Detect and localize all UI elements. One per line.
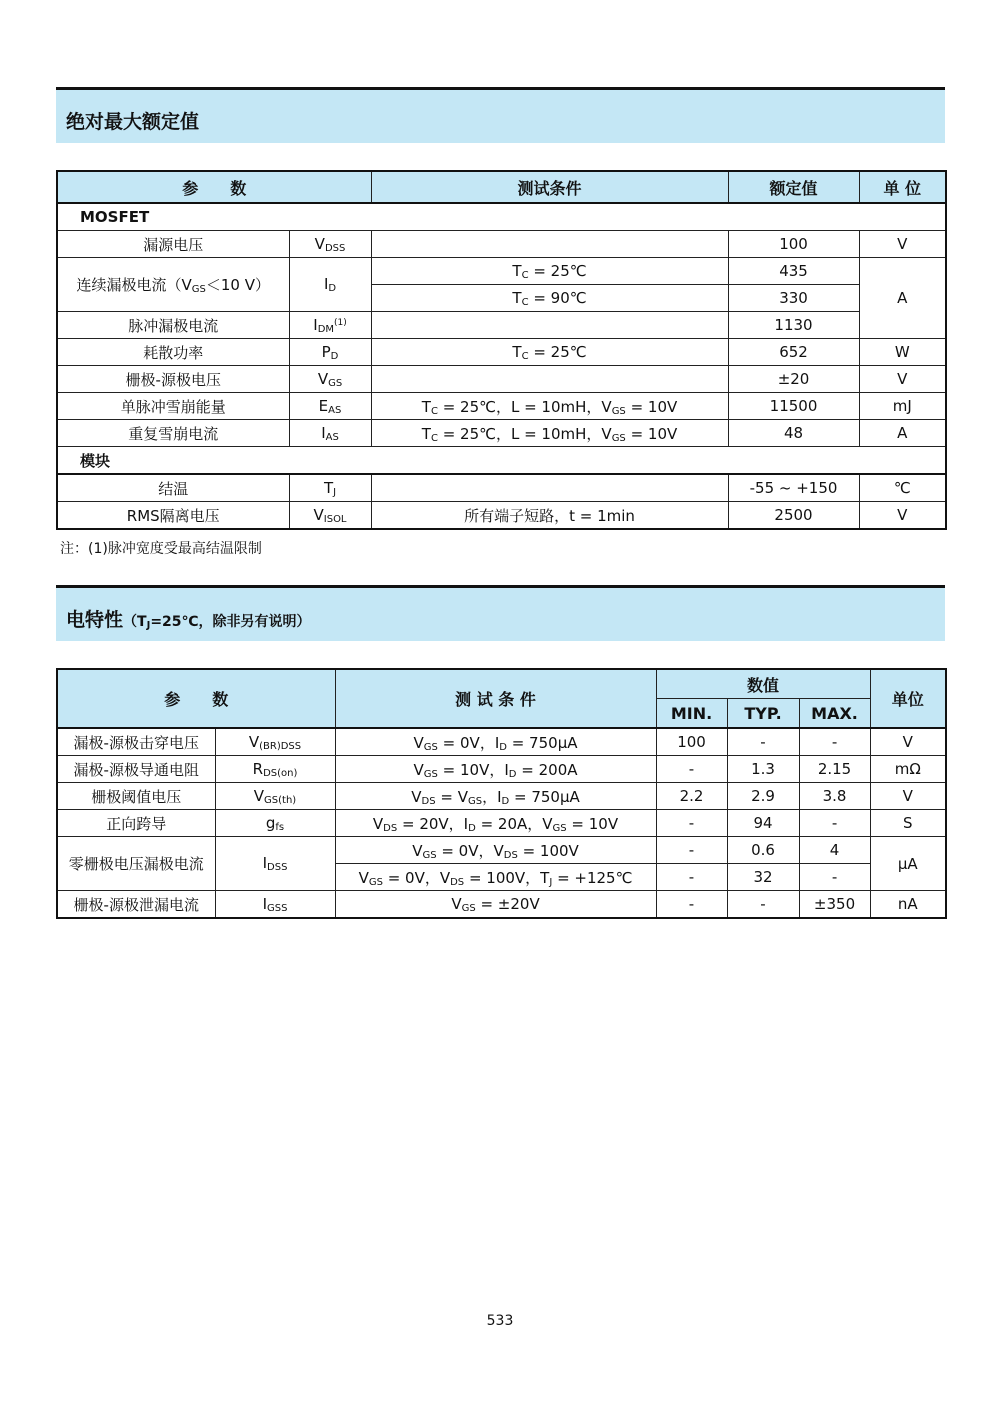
header-values: 数值 xyxy=(656,669,870,699)
header-unit: 单 位 xyxy=(859,171,946,203)
header-typ: TYP. xyxy=(727,699,799,729)
param-name: 漏极-源极导通电阻 xyxy=(57,756,215,783)
min-value: - xyxy=(656,810,727,837)
symbol: $I_{AS}$ xyxy=(289,420,371,447)
unit: V xyxy=(870,783,946,810)
condition: $V_{GS} = 0V$，$I_D = 750\mu A$ xyxy=(335,728,656,756)
symbol: $R_{DS(on)}$ xyxy=(215,756,335,783)
electrical-characteristics-table xyxy=(56,668,947,919)
symbol: $T_J$ xyxy=(289,474,371,502)
param-name: 正向跨导 xyxy=(57,810,215,837)
param-name: 零栅极电压漏极电流 xyxy=(57,837,215,891)
unit: A xyxy=(859,420,946,447)
unit: S xyxy=(870,810,946,837)
symbol: $V_{GS(th)}$ xyxy=(215,783,335,810)
absolute-max-ratings-table xyxy=(56,170,947,530)
param-name: 栅极-源极电压 xyxy=(57,366,289,393)
max-value: - xyxy=(799,728,870,756)
group-row-mosfet xyxy=(57,203,946,231)
condition: $T_C$ = 90℃ xyxy=(371,285,728,312)
table-header-row xyxy=(57,171,946,203)
group-label: 模块 xyxy=(57,447,946,475)
max-value: - xyxy=(799,864,870,891)
header-min: MIN. xyxy=(656,699,727,729)
typ-value: 94 xyxy=(727,810,799,837)
param-name: RMS隔离电压 xyxy=(57,502,289,530)
condition: $V_{GS} = 0V$，$V_{DS} = 100V$，$T_J$ = +125℃ xyxy=(335,864,656,891)
param-name: 重复雪崩电流 xyxy=(57,420,289,447)
min-value: 2.2 xyxy=(656,783,727,810)
rating-value: 48 xyxy=(728,420,859,447)
header-condition: 测 试 条 件 xyxy=(335,669,656,728)
table-row xyxy=(57,312,946,339)
param-name: 漏源电压 xyxy=(57,231,289,258)
max-value: 2.15 xyxy=(799,756,870,783)
param-name: 连续漏极电流（$V_{GS}<10$ V） xyxy=(57,258,289,312)
header-rating: 额定值 xyxy=(728,171,859,203)
table-row xyxy=(57,756,946,783)
min-value: 100 xyxy=(656,728,727,756)
group-label: MOSFET xyxy=(57,203,946,231)
min-value: - xyxy=(656,756,727,783)
min-value: - xyxy=(656,837,727,864)
rating-value: 2500 xyxy=(728,502,859,530)
typ-value: 32 xyxy=(727,864,799,891)
unit: V xyxy=(870,728,946,756)
unit: W xyxy=(859,339,946,366)
condition: $V_{DS} = 20V$，$I_D = 20A$，$V_{GS} = 10V$ xyxy=(335,810,656,837)
condition: $T_C$ = 25℃，L = 10mH，$V_{GS} = 10V$ xyxy=(371,420,728,447)
typ-value: 2.9 xyxy=(727,783,799,810)
header-param: 参 数 xyxy=(57,171,371,203)
unit: ℃ xyxy=(859,474,946,502)
table-header-row xyxy=(57,669,946,699)
param-name: 结温 xyxy=(57,474,289,502)
condition xyxy=(371,231,728,258)
max-value: 3.8 xyxy=(799,783,870,810)
param-name: 单脉冲雪崩能量 xyxy=(57,393,289,420)
unit: V xyxy=(859,502,946,530)
max-value: - xyxy=(799,810,870,837)
rating-value: 100 xyxy=(728,231,859,258)
condition: $T_C$ = 25℃，L = 10mH，$V_{GS} = 10V$ xyxy=(371,393,728,420)
condition: $T_C$ = 25℃ xyxy=(371,258,728,285)
rating-value: 11500 xyxy=(728,393,859,420)
unit: mJ xyxy=(859,393,946,420)
rating-value: ±20 xyxy=(728,366,859,393)
rating-value: -55 ~ +150 xyxy=(728,474,859,502)
symbol: $I_D$ xyxy=(289,258,371,312)
unit: μA xyxy=(870,837,946,891)
symbol: $E_{AS}$ xyxy=(289,393,371,420)
rating-value: 652 xyxy=(728,339,859,366)
unit: V xyxy=(859,366,946,393)
max-value: ±350 xyxy=(799,891,870,919)
header-condition: 测试条件 xyxy=(371,171,728,203)
section-header-absolute-max xyxy=(56,87,945,143)
condition: $T_C$ = 25℃ xyxy=(371,339,728,366)
header-max: MAX. xyxy=(799,699,870,729)
table-row xyxy=(57,366,946,393)
condition: $V_{GS} = \pm 20V$ xyxy=(335,891,656,919)
table-row xyxy=(57,420,946,447)
typ-value: 1.3 xyxy=(727,756,799,783)
page-number: 533 xyxy=(486,1313,514,1329)
rating-value: 330 xyxy=(728,285,859,312)
table-row xyxy=(57,783,946,810)
table-row xyxy=(57,837,946,864)
symbol: $V_{ISOL}$ xyxy=(289,502,371,530)
symbol: $I_{DM}^{(1)}$ xyxy=(289,312,371,339)
section-title: 电特性（$T_J=25℃$，除非另有说明） xyxy=(66,609,311,631)
table-row xyxy=(57,339,946,366)
symbol: $V_{(BR)DSS}$ xyxy=(215,728,335,756)
symbol: $P_D$ xyxy=(289,339,371,366)
section-title: 绝对最大额定值 xyxy=(66,111,200,133)
table-row xyxy=(57,810,946,837)
param-name: 栅极-源极泄漏电流 xyxy=(57,891,215,919)
unit: nA xyxy=(870,891,946,919)
typ-value: - xyxy=(727,891,799,919)
condition xyxy=(371,312,728,339)
condition: $V_{DS} = V_{GS}$，$I_D = 750\mu A$ xyxy=(335,783,656,810)
max-value: 4 xyxy=(799,837,870,864)
table-row xyxy=(57,474,946,502)
condition: $V_{GS} = 10V$，$I_D = 200A$ xyxy=(335,756,656,783)
header-param: 参 数 xyxy=(57,669,335,728)
unit: mΩ xyxy=(870,756,946,783)
min-value: - xyxy=(656,864,727,891)
table-row xyxy=(57,891,946,919)
typ-value: - xyxy=(727,728,799,756)
symbol: $g_{fs}$ xyxy=(215,810,335,837)
section-header-electrical xyxy=(56,585,945,641)
group-row-module xyxy=(57,447,946,475)
typ-value: 0.6 xyxy=(727,837,799,864)
unit: A xyxy=(859,258,946,339)
table-row xyxy=(57,258,946,285)
symbol: $I_{DSS}$ xyxy=(215,837,335,891)
param-name: 耗散功率 xyxy=(57,339,289,366)
table-row xyxy=(57,393,946,420)
condition xyxy=(371,366,728,393)
table-row xyxy=(57,728,946,756)
symbol: $V_{GS}$ xyxy=(289,366,371,393)
unit: V xyxy=(859,231,946,258)
condition: 所有端子短路，t = 1min xyxy=(371,502,728,530)
param-name: 栅极阈值电压 xyxy=(57,783,215,810)
header-unit: 单位 xyxy=(870,669,946,728)
symbol: $V_{DSS}$ xyxy=(289,231,371,258)
condition: $V_{GS} = 0V$，$V_{DS} = 100V$ xyxy=(335,837,656,864)
table-row xyxy=(57,231,946,258)
symbol: $I_{GSS}$ xyxy=(215,891,335,919)
param-name: 漏极-源极击穿电压 xyxy=(57,728,215,756)
param-name: 脉冲漏极电流 xyxy=(57,312,289,339)
min-value: - xyxy=(656,891,727,919)
rating-value: 1130 xyxy=(728,312,859,339)
footnote: 注：(1)脉冲宽度受最高结温限制 xyxy=(60,541,262,557)
rating-value: 435 xyxy=(728,258,859,285)
condition xyxy=(371,474,728,502)
table-row xyxy=(57,502,946,530)
